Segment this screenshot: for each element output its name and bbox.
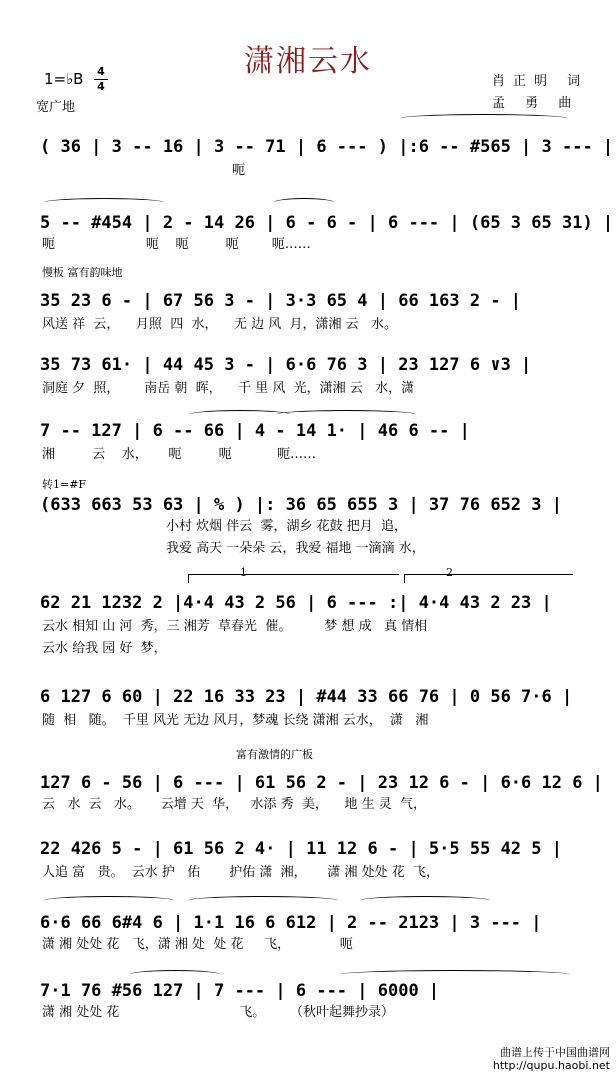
lyrics-line-3: 风送 祥 云， 月照 四 水， 无 边 风 月，潇湘 云 水。 [42,317,398,332]
lyrics-line-6-verse-2: 我爱 高天 一朵朵 云，我爱 福地 一滴滴 水， [42,541,425,556]
lyrics-line-6-verse-1: 小村 炊烟 伴云 雾，湖乡 花鼓 把月 追， [42,519,408,534]
lyrics-line-2: 呃 呃 呃 呃 呃…… [42,237,311,252]
lyrics-line-4: 洞庭 夕 照， 南岳 朝 晖， 千 里 风 光，潇湘 云 水，潇 [42,381,415,396]
slur-arc [130,970,220,979]
slur-arc [360,896,490,905]
score-line-11: 6·6 66 6#4 6 | 1·1 16 6 612 | 2 -- 2123 | 3 --- | [40,913,542,933]
site-watermark [493,1046,610,1072]
lyrics-line-7-verse-1: 云水 相知 山 河 秀，三 湘芳 草春光 催。 梦 想 成 真 情相 [42,619,428,634]
score-line-6: (633 663 53 63 | % ) |: 36 65 655 3 | 37 76 652 3 | [40,495,562,515]
time-signature [94,66,108,93]
slur-arc [276,410,416,419]
lyrics-line-9: 云 水 云 水。 云增 天 华， 水添 秀 美， 地 生 灵 气， [42,797,426,812]
expression-marking: 富有激情的广板 [236,748,313,761]
second-ending-number: 2 [446,566,453,579]
watermark-line-1: 曲谱上传于中国曲谱网 [500,1046,610,1059]
lyrics-line-8: 随 相 随。 千里 风光 无边 风月，梦魂 长绕 潇湘 云水， 潇 湘 [42,713,429,728]
lyricist-credit: 肖正明 词 [492,74,589,89]
slur-arc [44,198,164,207]
watermark-line-2: http://qupu.haobi.net [492,1059,610,1072]
key-signature: 1=♭B [44,70,84,88]
slur-arc [274,198,334,207]
slur-arc [400,114,568,123]
score-line-3: 35 23 6 - | 67 56 3 - | 3·3 65 4 | 66 163 2 - | [40,291,522,311]
score-line-4: 35 73 61· | 44 45 3 - | 6·6 76 3 | 23 127 6 ∨3 | [40,355,532,375]
lyrics-line-11: 潇 湘 处处 花 飞，潇 湘 处 处 花 飞， 呃 [42,937,353,952]
lyrics-line-10: 人追 富 贵。 云水 护 佑 护佑 潇 湘， 潇 湘 处处 花 飞， [42,865,439,880]
page-title: 潇湘云水 [244,44,372,79]
slur-arc [190,410,290,419]
slur-arc [188,896,338,905]
second-ending-bracket [404,574,573,583]
lyrics-line-7-verse-2: 云水 给我 园 好 梦， [42,641,167,656]
tempo-marking: 宽广地 [36,100,76,115]
lyrics-line-12: 潇 湘 处处 花 飞。 （秋叶起舞抄录） [42,1005,395,1020]
time-signature-bottom: 4 [97,80,105,93]
score-line-12: 7·1 76 #56 127 | 7 --- | 6 --- | 6000 | [40,981,440,1001]
score-line-2: 5 -- #454 | 2 - 14 26 | 6 - 6 - | 6 --- | (65 3 65 31) | [40,213,614,233]
lyrics-line-1: 呃 [42,163,246,178]
first-ending-bracket [188,574,399,583]
score-line-7: 62 21 1232 2 |4·4 43 2 56 | 6 --- :| 4·4 43 2 23 | [40,593,552,613]
slur-arc [340,970,570,979]
lyrics-line-5: 湘 云 水， 呃 呃 呃…… [42,447,317,462]
score-line-10: 22 426 5 - | 61 56 2 4· | 11 12 6 - | 5·5 55 42 5 | [40,839,562,859]
score-line-9: 127 6 - 56 | 6 --- | 61 56 2 - | 23 12 6 - | 6·6 12 6 | [40,773,603,793]
score-line-8: 6 127 6 60 | 22 16 33 23 | #44 33 66 76 | 0 56 7·6 | [40,687,573,707]
time-signature-top: 4 [97,65,105,78]
modulation-marking: 转1=#F [42,478,87,491]
slur-arc [44,896,174,905]
expression-marking: 慢板 富有韵味地 [42,266,123,279]
first-ending-number: 1 [240,566,247,579]
score-line-5: 7 -- 127 | 6 -- 66 | 4 - 14 1· | 46 6 -- | [40,421,470,441]
composer-credit: 孟 勇 曲 [492,96,580,111]
score-line-1: ( 36 | 3 -- 16 | 3 -- 71 | 6 --- ) |:6 -- #565 | 3 --- | [40,137,614,157]
